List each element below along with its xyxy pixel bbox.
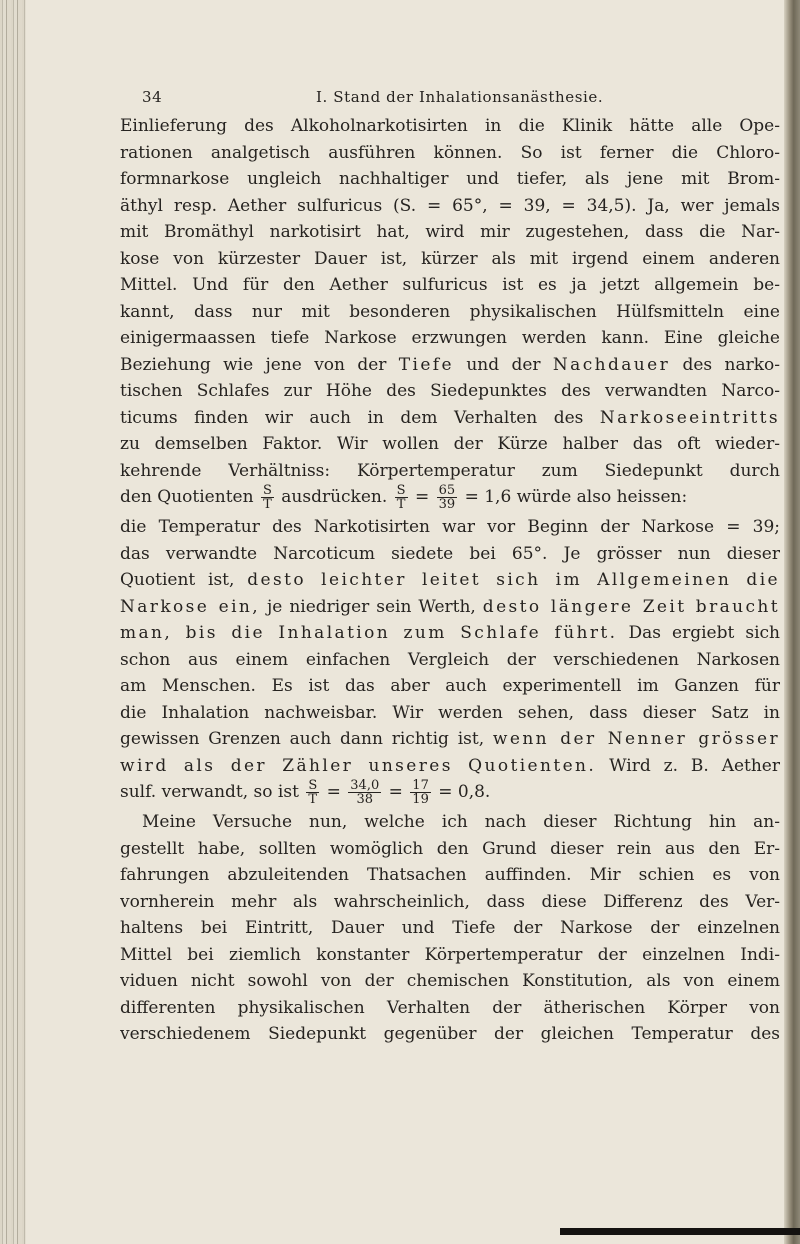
spaced-emphasis: man, bis die Inhalation zum Schlafe führt. — [120, 623, 618, 643]
fraction: $\frac{65}{39}$ — [438, 483, 456, 512]
fraction: $\frac{S}{T}$ — [396, 483, 406, 512]
text-line: einigermaassen tiefe Narkose erzwungen werden kann. Eine gleiche — [120, 328, 780, 348]
text-line: Meine Versuche nun, welche ich nach dieser Richtung hin an- — [142, 812, 780, 832]
text-line: differenten physikalischen Verhalten der ätherischen Körper von — [120, 997, 780, 1018]
text-line: man, bis die Inhalation zum Schlafe führt. Das ergiebt sich — [120, 623, 780, 643]
text-line: Mittel. Und für den Aether sulfuricus ist es ja jetzt allgemein be- — [120, 275, 780, 295]
text-line: rationen analgetisch ausführen können. So ist ferner die Chloro- — [120, 142, 780, 163]
scan-binding-edge — [0, 0, 26, 1244]
scan-bottom-shadow — [560, 1228, 800, 1235]
text-line: Quotient ist, desto leichter leitet sich im Allgemeinen die — [120, 570, 780, 590]
text-line: ticums finden wir auch in dem Verhalten des Narkoseeintritts — [120, 407, 780, 428]
formula-aether-example: sulf. verwandt, so ist $\frac{S}{T}$ = $\frac{34,0}{38}$ = $\frac{17}{19}$ = 0,8. — [120, 778, 491, 807]
fraction: $\frac{17}{19}$ — [412, 778, 429, 807]
text-line: verschiedenem Siedepunkt gegenüber der gleichen Temperatur des — [120, 1024, 780, 1044]
text-line: Einlieferung des Alkoholnarkotisirten in die Klinik hätte alle Ope- — [120, 116, 780, 136]
spaced-emphasis: Tiefe — [398, 354, 454, 375]
spaced-emphasis: Narkoseeintritts — [599, 407, 780, 428]
fraction: $\frac{34,0}{38}$ — [350, 778, 380, 807]
text-line: tischen Schlafes zur Höhe des Siedepunktes des verwandten Narco- — [120, 381, 780, 401]
text-line: gestellt habe, sollten womöglich den Grund dieser rein aus den Er- — [120, 838, 780, 859]
fraction: $\frac{S}{T}$ — [262, 483, 272, 512]
text-line: wird als der Zähler unseres Quotienten. Wird z. B. Aether — [120, 755, 780, 776]
text-line: am Menschen. Es ist das aber auch experimentell im Ganzen für — [120, 676, 780, 696]
text-line: kose von kürzester Dauer ist, kürzer als mit irgend einem anderen — [120, 248, 780, 269]
text-line: formnarkose ungleich nachhaltiger und tiefer, als jene mit Brom- — [120, 169, 780, 189]
text-line: Mittel bei ziemlich konstanter Körpertemperatur der einzelnen Indi- — [120, 944, 780, 965]
spaced-emphasis: desto leichter leitet sich im Allgemeinen die — [247, 570, 780, 590]
spaced-emphasis: desto längere Zeit braucht — [482, 596, 780, 617]
text-line: zu demselben Faktor. Wir wollen der Kürze halber das oft wieder- — [120, 434, 780, 454]
text-line: kannt, dass nur mit besonderen physikalischen Hülfsmitteln eine — [120, 301, 780, 322]
text-line: schon aus einem einfachen Vergleich der verschiedenen Narkosen — [120, 649, 780, 670]
spaced-emphasis: Nachdauer — [552, 354, 671, 375]
text-line: Narkose ein, je niedriger sein Werth, desto längere Zeit braucht — [120, 596, 780, 617]
fraction: $\frac{S}{T}$ — [308, 778, 318, 807]
spaced-emphasis: Narkose ein, — [120, 596, 261, 617]
formula-quotient-definition: den Quotienten $\frac{S}{T}$ ausdrücken. $\frac{S}{T}$ = $\frac{65}{39}$ = 1,6 würde also heissen: — [120, 483, 688, 512]
running-title: I. Stand der Inhalationsanästhesie. — [316, 88, 604, 106]
text-line: vornherein mehr als wahrscheinlich, dass diese Differenz des Ver- — [120, 891, 780, 912]
spaced-emphasis: wenn der Nenner grösser — [492, 729, 780, 749]
text-line: äthyl resp. Aether sulfuricus (S. = 65°, = 39, = 34,5). Ja, wer jemals — [120, 195, 780, 216]
text-line: die Temperatur des Narkotisirten war vor Beginn der Narkose = 39; — [120, 517, 780, 537]
text-line: gewissen Grenzen auch dann richtig ist, wenn der Nenner grösser — [120, 729, 780, 749]
page-header — [142, 88, 702, 112]
text-line: die Inhalation nachweisbar. Wir werden sehen, dass dieser Satz in — [120, 702, 780, 723]
body-text — [120, 113, 780, 1048]
text-line: viduen nicht sowohl von der chemischen Konstitution, als von einem — [120, 971, 780, 991]
text-line: kehrende Verhältniss: Körpertemperatur zum Siedepunkt durch — [120, 460, 780, 481]
text-line: mit Bromäthyl narkotisirt hat, wird mir zugestehen, dass die Nar- — [120, 222, 780, 242]
text-line: fahrungen abzuleitenden Thatsachen auffinden. Mir schien es von — [120, 865, 780, 885]
scan-page-edge — [784, 0, 800, 1244]
text-line: Beziehung wie jene von der Tiefe und der Nachdauer des narko- — [120, 354, 780, 375]
spaced-emphasis: wird als der Zähler unseres Quotienten. — [120, 755, 597, 776]
text-line: haltens bei Eintritt, Dauer und Tiefe der Narkose der einzelnen — [120, 918, 780, 938]
text-line: das verwandte Narcoticum siedete bei 65°. Je grösser nun dieser — [120, 543, 780, 564]
page-number: 34 — [142, 88, 163, 106]
